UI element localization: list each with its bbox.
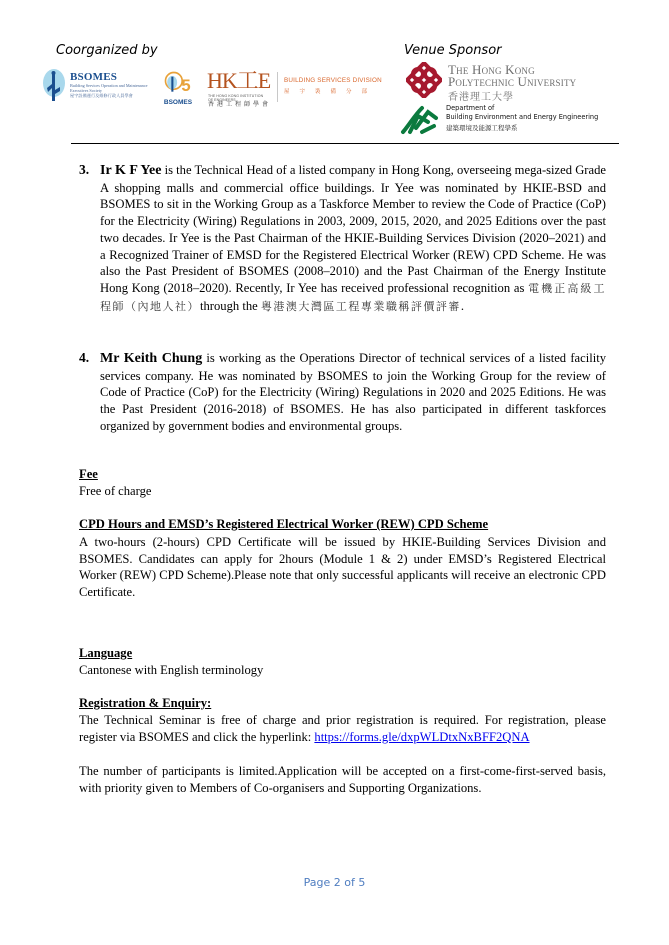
- participant-limit-note: The number of participants is limited.Application will be accepted on a first-come-first-served basis, with priority given to Members of Co-organisers and Supporting Organizations.: [79, 764, 606, 795]
- beee-name-line2: Building Environment and Energy Engineering: [446, 113, 599, 121]
- hkie-name-en: THE HONG KONG INSTITUTION OF ENGINEERS: [208, 94, 264, 102]
- venue-sponsor-label: Venue Sponsor: [404, 43, 502, 58]
- bsomes-logo: [42, 68, 160, 106]
- bsd-name-en: BUILDING SERVICES DIVISION: [284, 77, 382, 84]
- speaker-bio: Ir K F Yee is the Technical Head of a listed company in Hong Kong, overseeing mega-sized Grade A shopping malls and commercial office buildings. Ir Yee was nominated by HKIE-BSD and BSOMES to sit in the Working Group as a Taskforce Member to review the Code of Practice (CoP) for the Electricity (Wiring) Regulations in 2003, 2009, 2015, 2020, and 2025 Editions over the past two decades. Ir Yee is the Past Chairman of the HKIE-Building Services Division (2020–2021) and a Recognized Trainer of EMSD for the Registered Electrical Worker (REW) CPD Scheme. He was also the Past President of BSOMES (2008–2010) and the Past Chairman of the Energy Institute Hong Kong (2018–2020). Recently, Ir Yee has received professional recognition as 電機正高級工程師（內地人社）through the 粵港澳大灣區工程專業職稱評價評審.: [100, 163, 607, 313]
- speaker-item: [79, 350, 606, 435]
- polyu-logo: [406, 60, 606, 103]
- speaker-name: Mr Keith Chung: [100, 351, 203, 366]
- cpd-text: A two-hours (2-hours) CPD Certificate will be issued by HKIE-Building Services Division and BSOMES. Candidates can apply for 2hours (Module 1 & 2) under EMSD’s Registered Electrical Worker (REW) CPD Scheme).Please note that only successful applicants will receive an electronic CPD Certificate.: [79, 535, 606, 600]
- language-text: Cantonese with English terminology: [79, 663, 264, 677]
- polyu-emblem-icon: [406, 62, 442, 98]
- speaker-bio: Mr Keith Chung is working as the Operations Director of technical services of a listed facility services company. He was nominated by BSOMES to join the Working Group for the review of Code of Practice (CoP) for the Electricity (Wiring) Regulations in 2020 and 2025 Editions. He was the Past President (2016-2018) of BSOMES. He has also participated in different taskforces organized by government bodies and environmental groups.: [100, 351, 606, 433]
- beee-emblem-icon: [400, 102, 440, 136]
- hkie-name-cn: 香港工程師學會: [208, 101, 272, 108]
- coorganized-by-label: Coorganized by: [56, 43, 158, 58]
- fee-text: Free of charge: [79, 484, 152, 498]
- language-heading: Language: [79, 646, 133, 660]
- bsomes-subtitle: Building Services Operation and Maintenance Executives Society 屋宇設備運行及維修行政人員學會: [70, 83, 148, 98]
- item-number: 4.: [79, 350, 90, 365]
- fee-heading: Fee: [79, 467, 98, 481]
- hkie-bsd-logo: [207, 70, 407, 106]
- anniversary-25-icon: [160, 70, 196, 100]
- polyu-name-line2: Polytechnic University: [448, 74, 577, 89]
- assessment-body-cn: 粵港澳大灣區工程專業職稱評價評審: [260, 299, 461, 313]
- beee-name-cn: 建築環境及能源工程學系: [446, 124, 518, 132]
- hkie-mark: HK工E: [207, 68, 271, 93]
- beee-name-line1: Department of: [446, 104, 495, 112]
- bsomes-25-label: BSOMES: [163, 99, 193, 106]
- bsd-name-cn: 屋宇裝備分部: [284, 89, 378, 95]
- polyu-name-line1: The Hong Kong: [448, 62, 535, 77]
- polyu-name-cn: 香港理工大學: [448, 92, 514, 103]
- page-number: Page 2 of 5: [303, 876, 366, 889]
- professional-title-cn: 電機正高級工程師（內地人社）: [100, 281, 607, 313]
- beee-department-logo: [400, 102, 615, 138]
- header-divider: [71, 143, 619, 144]
- registration-form-link[interactable]: https://forms.gle/dxpWLDtxNxBFF2QNA: [314, 729, 530, 744]
- bsomes-25th-anniversary-logo: [160, 70, 196, 106]
- bsomes-emblem-icon: [42, 68, 66, 104]
- item-number: 3.: [79, 162, 90, 177]
- bsomes-title: BSOMES: [70, 71, 118, 83]
- registration-text: The Technical Seminar is free of charge and prior registration is required. For registration, please register via BSOMES and click the hyperlink: https://forms.gle/dxpWLDtxNxBFF2QNA: [79, 713, 606, 744]
- hkie-divider: [277, 72, 278, 102]
- registration-heading: Registration & Enquiry:: [79, 696, 212, 710]
- cpd-heading: CPD Hours and EMSD’s Registered Electrical Worker (REW) CPD Scheme: [79, 517, 489, 531]
- speaker-item: [79, 162, 606, 315]
- svg-text:5: 5: [181, 75, 191, 95]
- speaker-name: Ir K F Yee: [100, 163, 162, 178]
